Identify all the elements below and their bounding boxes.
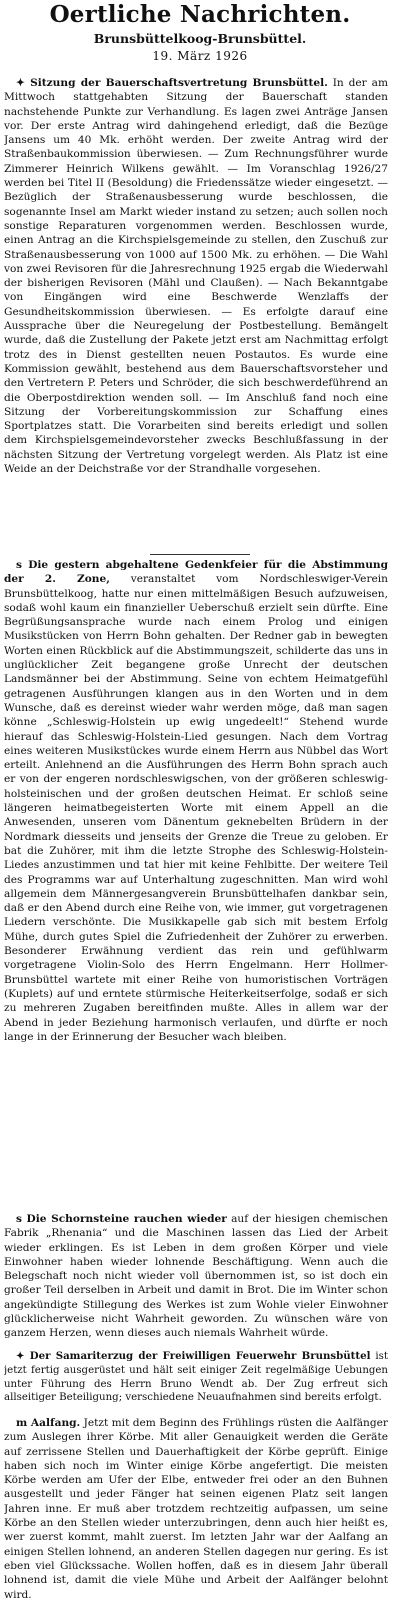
article-headline: s Die Schornsteine rauchen wieder [16, 1213, 227, 1225]
article-body: veranstaltet vom Nordschleswiger-Verein Brunsbüttelkoog, hatte nur einen mittelmäßigen Besuch aufzuweisen, sodaß wohl kaum ein finanzieller Ueberschuß erzielt sein dürfte. Eine Begrüßungsansprache wurde nach einem Prolog und einigen Musikstücken von Herrn Bohn gehalten. Der Redner gab in bewegten Worten einen Rückblick auf die Abstimmungszeit, schilderte das uns in unglücklicher Zeit begangene große Unrecht der deutschen Landsmänner bei der Abstimmung. Seine von echtem Heimatgefühl getragenen Ausführungen klangen aus in den Worten und in dem Wunsche, daß es dereinst wieder wahr werden möge, daß man sagen könne „Schleswig-Holstein up ewig ungedeelt!“ Stehend wurde hierauf das Schleswig-Holstein-Lied gesungen. Nach dem Vortrag eines weiteren Musikstückes wurde einem Herrn aus Nübbel das Wort erteilt. Anlehnend an die Ausführungen des Herrn Bohn sprach auch er von der engeren nordschleswigschen, von der größeren schleswig-holsteinischen und der großen deutschen Heimat. Er schloß seine längeren heimatbegeisterten Worte mit einem Appell an die Anwesenden, unseren vom Dänentum geknebelten Brüdern in der Nordmark diesseits und jenseits der Grenze die Treue zu geloben. Er bat die Zuhörer, mit ihm die letzte Strophe des Schleswig-Holstein-Liedes anzustimmen und tat hier mit keine Fehlbitte. Der weitere Teil des Programms war auf Unterhaltung zugeschnitten. Man wird wohl allgemein dem Männergesangverein Brunsbüttelhafen dankbar sein, daß er den Abend durch eine Reihe von, wie immer, gut vorgetragenen Liedern verschönte. Die Musikkapelle gab sich mit bestem Erfolg Mühe, durch gutes Spiel die Zufriedenheit der Zuhörer zu erwerben. Besonderer Erwähnung verdient das rein und gefühlwarm vorgetragene Violin-Solo des Herrn Engelmann. Herr Hollmer-Brunsbüttel wartete mit einer Reihe von humoristischen Vorträgen (Kuplets) auf und erntete stürmische Heiterkeitserfolge, sodaß er sich zu mehreren Zugaben bereitfinden mußte. Alles in allem war der Abend in jeder Beziehung harmonisch verlaufen, und dürfte er noch lange in der Erinnerung der Besucher wach bleiben. [4, 573, 388, 1043]
masthead [0, 2, 400, 64]
article-body: In der am Mittwoch stattgehabten Sitzung der Bauerschaft standen nachstehende Punkte zur Verhandlung. Es lagen zwei Anträge Jansen vor. Der erste Antrag wird dahingehend erledigt, daß die Bezüge Jansens um 40 Mk. erhöht werden. Der zweite Antrag wird der Straßenbaukommission überwiesen. — Zum Rechnungsführer wurde Zimmerer Heinrich Wilkens gewählt. — Im Voranschlag 1926/27 werden bei Titel II (Besoldung) die Friedenssätze wieder eingesetzt. — Bezüglich der Straßenausbesserung wurde beschlossen, die sogenannte Insel am Markt wieder instand zu setzen; auch sollen noch sonstige Reparaturen vorgenommen werden. Beschlossen wurde, einen Antrag an die Kirchspielsgemeinde zu stellen, den Zuschuß zur Straßenausbesserung von 1000 auf 1500 Mk. zu erhöhen. — Die Wahl von zwei Revisoren für die Jahresrechnung 1925 ergab die Wiederwahl der bisherigen Revisoren (Mähl und Claußen). — Nach Bekanntgabe von Eingängen wird eine Beschwerde Wenzlaffs der Gesundheitskommission überwiesen. — Es erfolgte darauf eine Aussprache über die Neuregelung der Postbestellung. Bemängelt wurde, daß die Zustellung der Pakete jetzt erst am Nachmittag erfolgt trotz des in Dienst gestellten neuen Postautos. Es wurde eine Kommission gewählt, bestehend aus dem Bauerschaftsvorsteher und den Vertretern P. Peters und Schröder, die sich beschwerdeführend an die Oberpostdirektion wenden soll. — Im Anschluß fand noch eine Sitzung der Vorbereitungskommission zur Schaffung eines Sportplatzes statt. Die Vorarbeiten sind bereits erledigt und sollen dem Kirchspielsgemeindevorsteher zwecks Beschlußfassung in der nächsten Sitzung der Vertretung vorgelegt werden. Als Platz ist eine Weide an der Deichstraße vor der Strandhalle vorgesehen. [4, 77, 388, 476]
article-body: auf der hiesigen chemischen Fabrik „Rhenania“ und die Maschinen lassen das Lied der Arbeit wieder erklingen. Es ist Leben in dem großen Körper und viele Einwohner haben wieder lohnende Beschäftigung. Wenn auch die Belegschaft noch nicht wieder voll übernommen ist, so ist doch ein großer Teil derselben in Arbeit und damit in Brot. Die im Winter schon angekündigte Stillegung des Werkes ist zum Wohle vieler Einwohner glücklicherweise nicht Wahrheit geworden. Zu wünschen wäre von ganzem Herzen, wenn dieses auch niemals Wahrheit würde. [4, 1213, 388, 1340]
article-headline: m Aalfang. [16, 1417, 81, 1429]
article-gedenkfeier [4, 558, 388, 1210]
article-body: Jetzt mit dem Beginn des Frühlings rüsten die Aalfänger zum Auslegen ihrer Körbe. Mit aller Genauigkeit werden die Geräte auf zerrissene Stellen und Dauerhaftigkeit der Körbe geprüft. Einige haben sich noch im Winter einige Körbe angefertigt. Die meisten Körbe werden am Ufer der Elbe, entweder frei oder an den Buhnen ausgestellt und jeder Fänger hat seinen eigenen Platz seit langen Jahren inne. Er muß aber trotzdem rechtzeitig aufpassen, um seine Körbe an den Stellen wieder unterzubringen, denn auch hier heißt es, wer zuerst kommt, mahlt zuerst. Im letzten Jahr war der Aalfang an einigen Stellen lohnend, an anderen Stellen dagegen nur gering. Es ist eben viel Glückssache. Wollen hoffen, daß es in diesem Jahr überall lohnend ist, damit die viele Mühe und Arbeit der Aalfänger belohnt wird. [4, 1417, 388, 1601]
article-samariterzug [4, 1350, 388, 1414]
article-paragraph [4, 1416, 388, 1602]
article-paragraph [4, 76, 388, 476]
article-paragraph [4, 1212, 388, 1341]
article-headline: ✦ Sitzung der Bauerschaftsvertretung Brunsbüttel. [16, 77, 328, 89]
article-aalfang [4, 1416, 388, 1610]
article-bauerschaft-sitzung [4, 76, 388, 548]
article-headline: s Die gestern abgehaltene Gedenkfeier für die Abstimmung der 2. Zone, [4, 559, 388, 586]
article-schornsteine [4, 1212, 388, 1348]
article-body: ist jetzt fertig ausgerüstet und hält seit einiger Zeit regelmäßige Uebungen unter Führung des Herrn Bruno Wendt ab. Der Zug erfreut sich allseitiger Beteiligung; verschiedene Neuaufnahmen sind bereits erfolgt. [4, 1351, 388, 1404]
section-subtitle: Brunsbüttelkoog-Brunsbüttel. [93, 31, 307, 46]
article-paragraph [4, 558, 388, 1044]
article-headline: ✦ Der Samariterzug der Freiwilligen Feuerwehr Brunsbüttel [16, 1350, 371, 1362]
issue-date: 19. März 1926 [152, 49, 248, 63]
article-paragraph [4, 1350, 388, 1405]
section-title: Oertliche Nachrichten. [49, 1, 351, 28]
article-divider [150, 554, 250, 555]
